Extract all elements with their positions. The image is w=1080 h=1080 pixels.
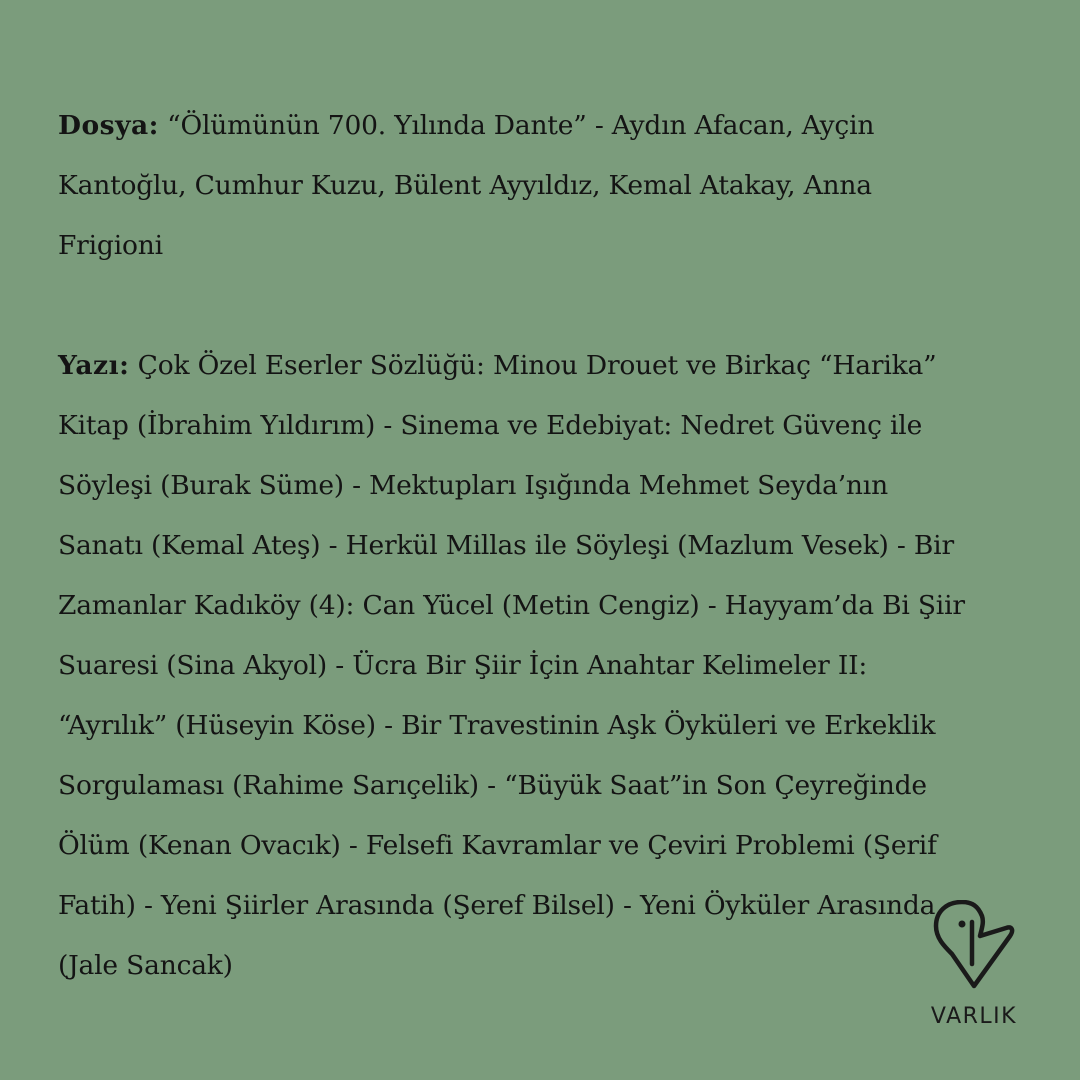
yazi-text: Çok Özel Eserler Sözlüğü: Minou Drouet ve Birkaç “Harika” Kitap (İbrahim Yıldırım) - Sinema ve Edebiyat: Nedret Güvenç ile Söyleşi (Burak Süme) - Mektupları Işığında Mehmet Seyda’nın Sanatı (Kemal Ateş) - Herkül Millas ile Söyleşi (Mazlum Vesek) - Bir Zamanlar Kadıköy (4): Can Yücel (Metin Cengiz) - Hayyam’da Bi Şiir Suaresi (Sina Akyol) - Ücra Bir Şiir İçin Anahtar Kelimeler II: “Ayrılık” (Hüseyin Köse) - Bir Travestinin Aşk Öyküleri ve Erkeklik Sorgulaması (Rahime Sarıçelik) - “Büyük Saat”in Son Çeyreğinde Ölüm (Kenan Ovacık) - Felsefi Kavramlar ve Çeviri Problemi (Şerif Fatih) - Yeni Şiirler Arasında (Şeref Bilsel) - Yeni Öyküler Arasında (Jale Sancak) (58, 350, 965, 981)
logo-wordmark: VARLIK (930, 1004, 1018, 1029)
dosya-label: Dosya: (58, 110, 159, 141)
varlik-logo (922, 900, 1026, 1040)
yazi-label: Yazı: (58, 350, 130, 381)
dosya-text: “Ölümünün 700. Yılında Dante” - Aydın Afacan, Ayçin Kantoğlu, Cumhur Kuzu, Bülent Ayyıldız, Kemal Atakay, Anna Frigioni (58, 110, 875, 261)
content-area (58, 96, 973, 996)
dosya-paragraph (58, 96, 973, 276)
yazi-paragraph (58, 336, 973, 996)
varlik-bird-icon (932, 900, 1016, 992)
